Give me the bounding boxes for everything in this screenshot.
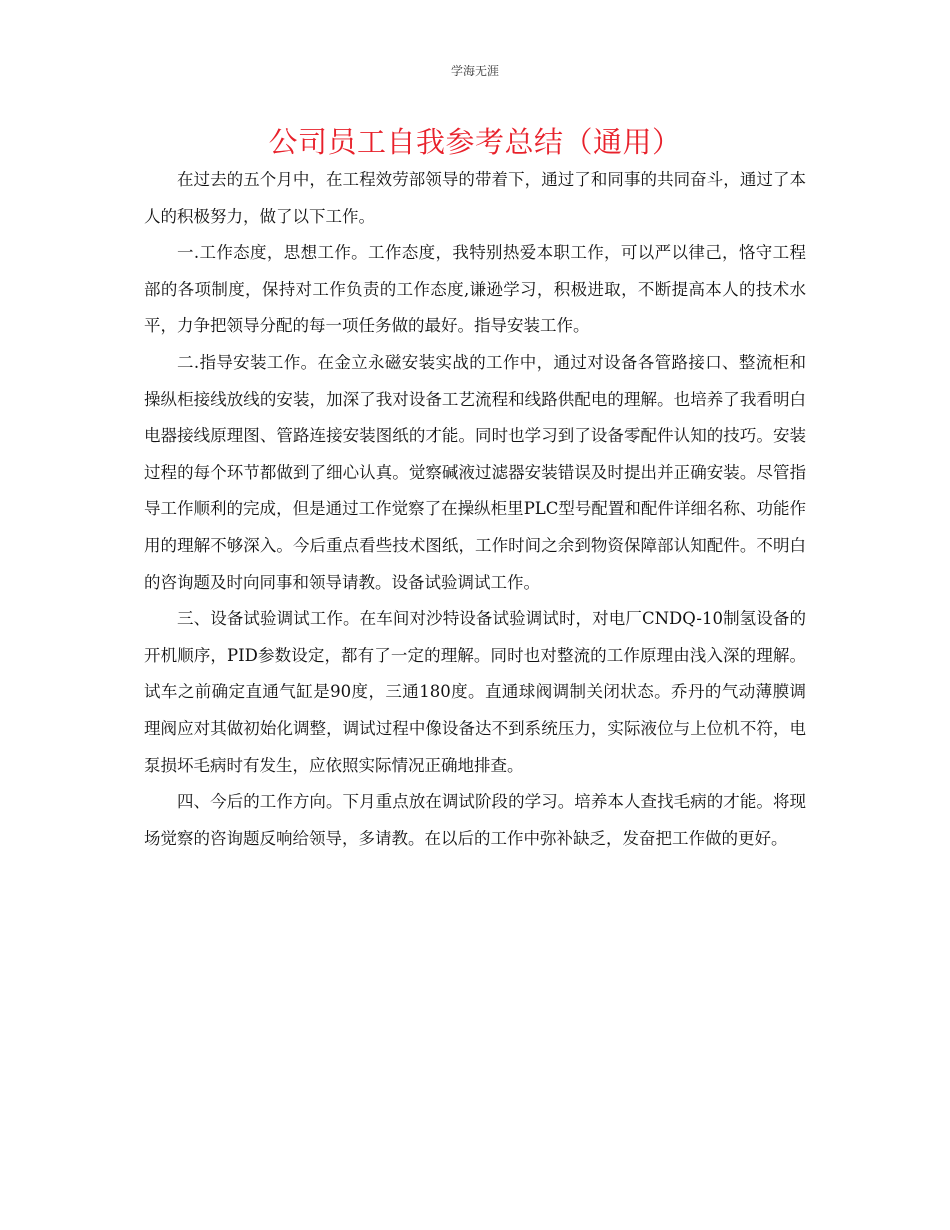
paragraph-work-attitude: 一.工作态度，思想工作。工作态度，我特别热爱本职工作，可以严以律己，恪守工程部的各项制度，保持对工作负责的工作态度,谦逊学习，积极进取，不断提高本人的技术水平，力争把领导分配的每一项任务做的最好。指导安装工作。	[144, 243, 806, 336]
document-body	[144, 162, 806, 857]
paragraph-future-direction: 四、今后的工作方向。下月重点放在调试阶段的学习。培养本人查找毛病的才能。将现场觉察的咨询题反响给领导，多请教。在以后的工作中弥补缺乏，发奋把工作做的更好。	[144, 792, 806, 848]
page-header: 学海无涯	[450, 64, 499, 78]
paragraph-intro: 在过去的五个月中，在工程效劳部领导的带着下，通过了和同事的共同奋斗，通过了本人的积极努力，做了以下工作。	[144, 170, 806, 226]
paragraph-testing: 三、设备试验调试工作。在车间对沙特设备试验调试时，对电厂CNDQ-10制氢设备的开机顺序，PID参数设定，都有了一定的理解。同时也对整流的工作原理由浅入深的理解。试车之前确定直通气缸是90度，三通180度。直通球阀调制关闭状态。乔丹的气动薄膜调理阀应对其做初始化调整，调试过程中像设备达不到系统压力，实际液位与上位机不符，电泵损坏毛病时有发生，应依照实际情况正确地排查。	[144, 609, 806, 775]
document-title: 公司员工自我参考总结（通用）	[268, 125, 682, 159]
paragraph-installation: 二.指导安装工作。在金立永磁安装实战的工作中，通过对设备各管路接口、整流柜和操纵柜接线放线的安装，加深了我对设备工艺流程和线路供配电的理解。也培养了我看明白电器接线原理图、管路连接安装图纸的才能。同时也学习到了设备零配件认知的技巧。安装过程的每个环节都做到了细心认真。觉察碱液过滤器安装错误及时提出并正确安装。尽管指导工作顺利的完成，但是通过工作觉察了在操纵柜里PLC型号配置和配件详细名称、功能作用的理解不够深入。今后重点看些技术图纸，工作时间之余到物资保障部认知配件。不明白的咨询题及时向同事和领导请教。设备试验调试工作。	[144, 352, 806, 592]
